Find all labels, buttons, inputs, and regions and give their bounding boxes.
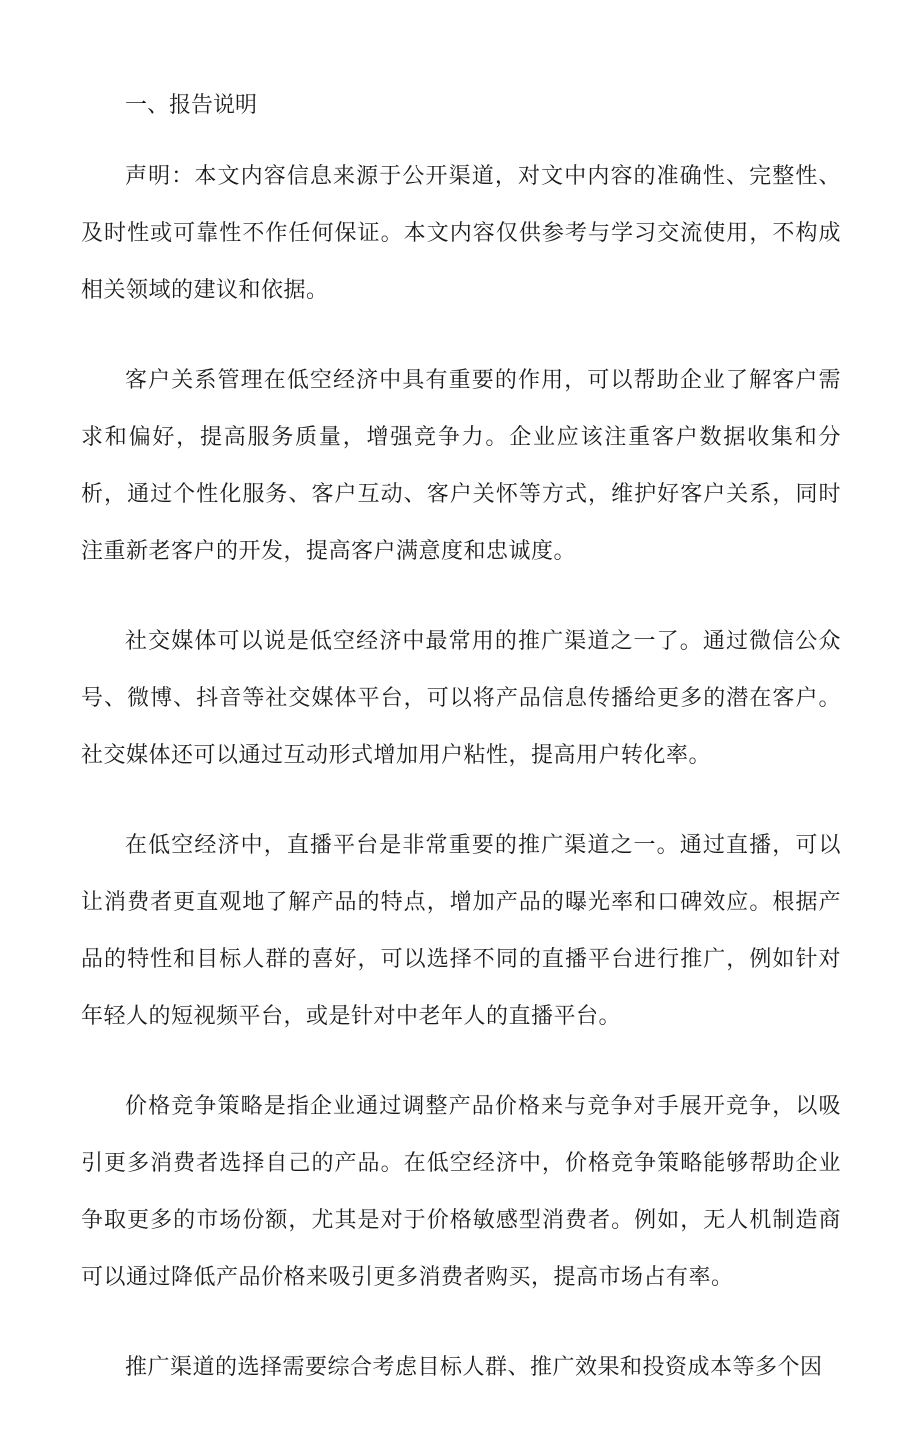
crm-paragraph: 客户关系管理在低空经济中具有重要的作用，可以帮助企业了解客户需求和偏好，提高服务质量，增强竞争力。企业应该注重客户数据收集和分析，通过个性化服务、客户互动、客户关怀等方式，维护好客户关系，同时注重新老客户的开发，提高客户满意度和忠诚度。 [81, 368, 841, 564]
document-body [81, 86, 841, 1429]
live-streaming-paragraph: 在低空经济中，直播平台是非常重要的推广渠道之一。通过直播，可以让消费者更直观地了解产品的特点，增加产品的曝光率和口碑效应。根据产品的特性和目标人群的喜好，可以选择不同的直播平台进行推广，例如针对年轻人的短视频平台，或是针对中老年人的直播平台。 [81, 833, 841, 1029]
social-media-paragraph: 社交媒体可以说是低空经济中最常用的推广渠道之一了。通过微信公众号、微博、抖音等社交媒体平台，可以将产品信息传播给更多的潜在客户。社交媒体还可以通过互动形式增加用户粘性，提高用户转化率。 [81, 629, 841, 768]
disclaimer-paragraph: 声明：本文内容信息来源于公开渠道，对文中内容的准确性、完整性、及时性或可靠性不作任何保证。本文内容仅供参考与学习交流使用，不构成相关领域的建议和依据。 [81, 164, 841, 303]
price-competition-paragraph: 价格竞争策略是指企业通过调整产品价格来与竞争对手展开竞争，以吸引更多消费者选择自己的产品。在低空经济中，价格竞争策略能够帮助企业争取更多的市场份额，尤其是对于价格敏感型消费者。例如，无人机制造商可以通过降低产品价格来吸引更多消费者购买，提高市场占有率。 [81, 1094, 841, 1290]
channel-selection-paragraph: 推广渠道的选择需要综合考虑目标人群、推广效果和投资成本等多个因 [125, 1355, 823, 1380]
section-heading: 一、报告说明 [125, 93, 258, 118]
